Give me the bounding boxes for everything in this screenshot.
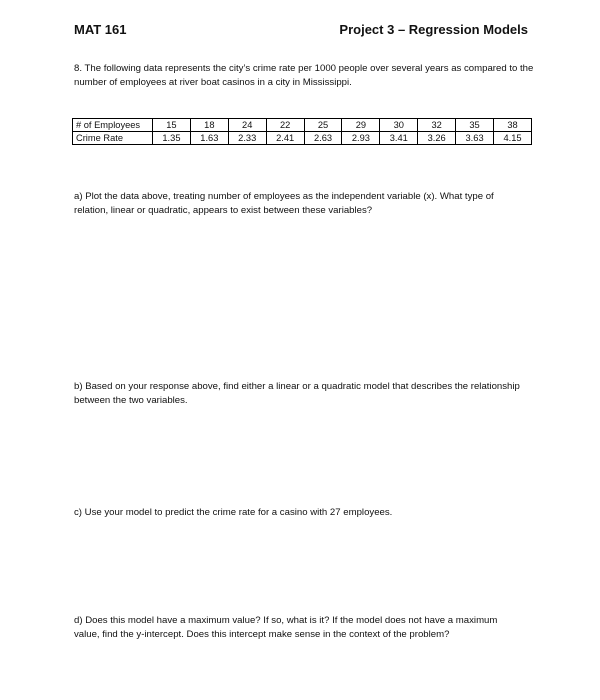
table-row [73, 132, 532, 145]
table-row [73, 119, 532, 132]
table-cell: 3.41 [380, 132, 418, 145]
table-cell: 22 [266, 119, 304, 132]
data-table [72, 118, 532, 145]
table-cell: 24 [228, 119, 266, 132]
table-cell: 30 [380, 119, 418, 132]
table-cell: 2.63 [304, 132, 342, 145]
table-cell: 4.15 [494, 132, 532, 145]
table-cell: 3.63 [456, 132, 494, 145]
table-cell: 1.35 [153, 132, 191, 145]
table-cell: 32 [418, 119, 456, 132]
table-cell: 3.26 [418, 132, 456, 145]
project-title: Project 3 – Regression Models [339, 22, 528, 37]
problem-intro: 8. The following data represents the city’s crime rate per 1000 people over several years as compared to the number of employees at river boat casinos in a city in Mississippi. [74, 63, 534, 88]
table-cell: 1.63 [190, 132, 228, 145]
question-c: c) Use your model to predict the crime rate for a casino with 27 employees. [74, 507, 393, 518]
question-a: a) Plot the data above, treating number of employees as the independent variable (x). What type of relation, linear or quadratic, appears to exist between these variables? [74, 191, 494, 216]
row-label: Crime Rate [73, 132, 153, 145]
question-d: d) Does this model have a maximum value? If so, what is it? If the model does not have a maximum value, find the y-intercept. Does this intercept make sense in the context of the problem? [74, 615, 498, 640]
course-code: MAT 161 [74, 22, 127, 37]
table-cell: 2.93 [342, 132, 380, 145]
table-cell: 18 [190, 119, 228, 132]
table-cell: 35 [456, 119, 494, 132]
table-cell: 2.33 [228, 132, 266, 145]
table-cell: 15 [153, 119, 191, 132]
table-cell: 2.41 [266, 132, 304, 145]
question-b: b) Based on your response above, find either a linear or a quadratic model that describes the relationship between the two variables. [74, 381, 520, 406]
table-cell: 38 [494, 119, 532, 132]
table-cell: 25 [304, 119, 342, 132]
row-label: # of Employees [73, 119, 153, 132]
table-cell: 29 [342, 119, 380, 132]
